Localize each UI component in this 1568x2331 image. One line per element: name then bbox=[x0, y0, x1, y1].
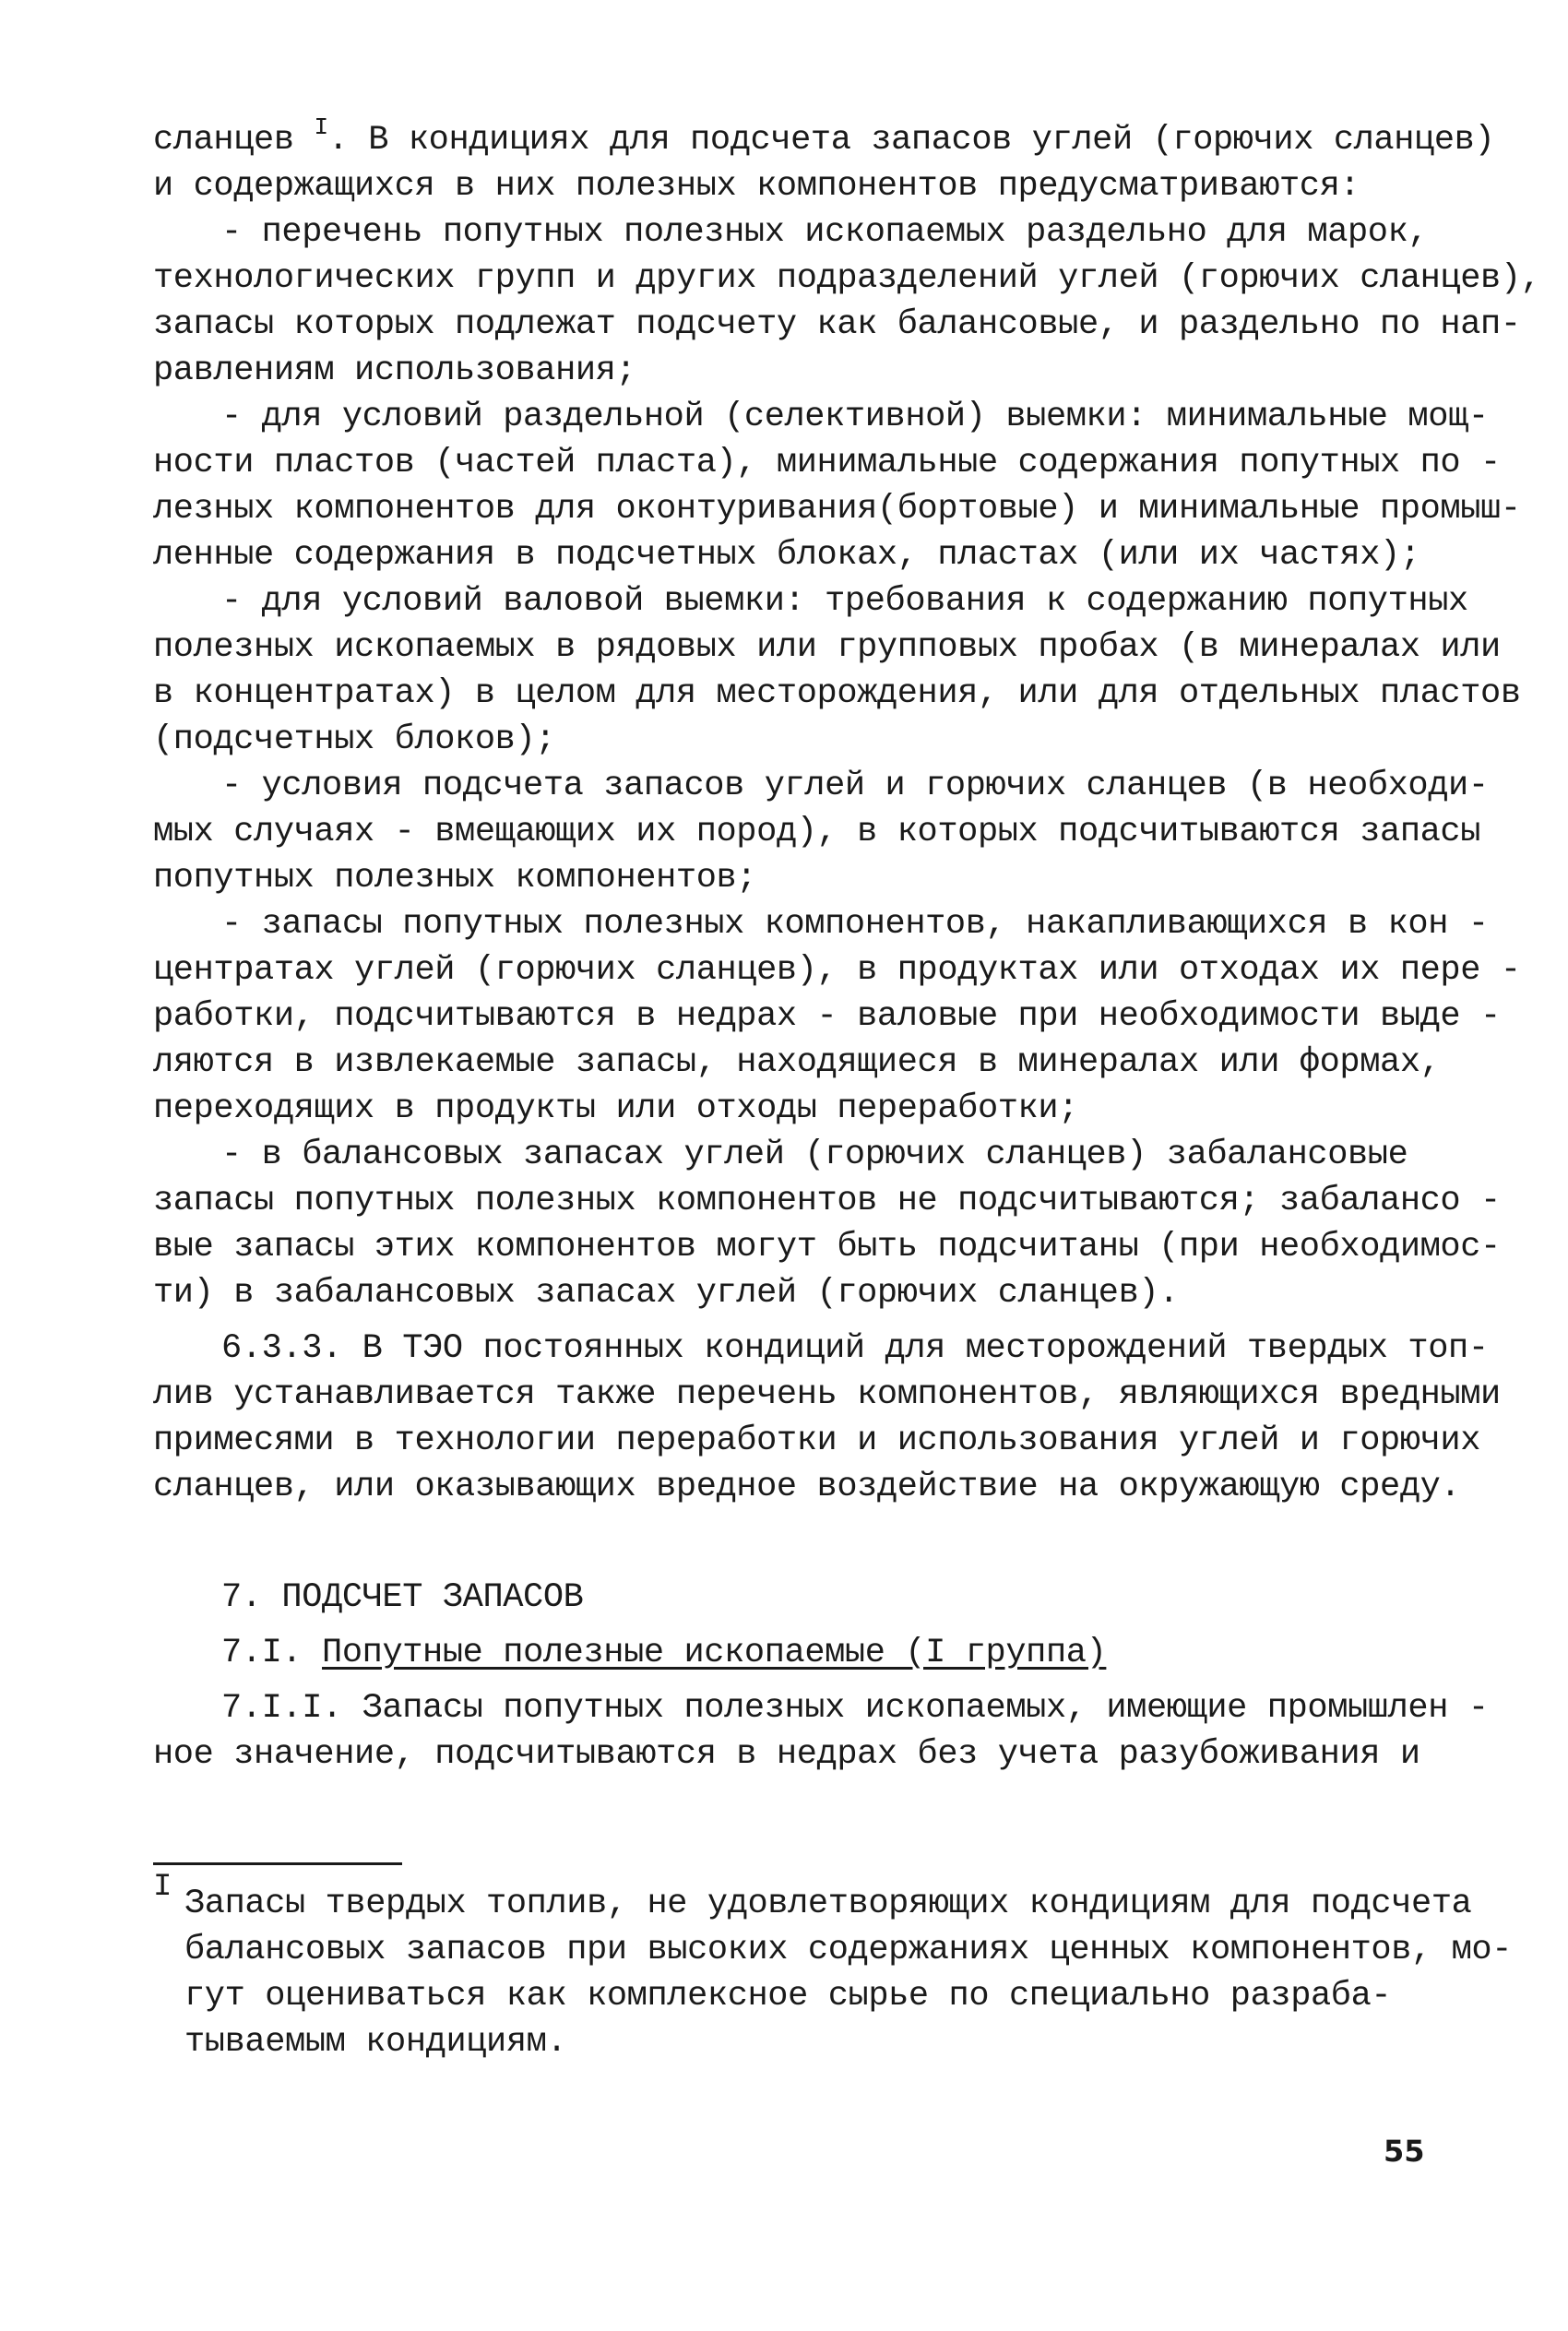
body-line: запасы попутных полезных компонентов не подсчитываются; забалансо - bbox=[153, 1182, 1501, 1220]
body-line: ляются в извлекаемые запасы, находящиеся в минералах или формах, bbox=[153, 1043, 1441, 1082]
body-line: 7.I.I. Запасы попутных полезных ископаемых, имеющие промышлен - bbox=[221, 1689, 1489, 1728]
body-line: - запасы попутных полезных компонентов, накапливающихся в кон - bbox=[221, 905, 1489, 944]
page-number: 55 bbox=[1384, 2134, 1425, 2169]
body-line: - перечень попутных полезных ископаемых раздельно для марок, bbox=[221, 213, 1429, 252]
body-line: запасы которых подлежат подсчету как балансовые, и раздельно по нап- bbox=[153, 305, 1521, 344]
body-line: и содержащихся в них полезных компонентов предусматриваются: bbox=[153, 167, 1360, 206]
section-heading: 7. ПОДСЧЕТ ЗАПАСОВ bbox=[221, 1578, 584, 1617]
footnote-line: гут оцениваться как комплексное сырье по специально разраба- bbox=[184, 1977, 1392, 2016]
body-line: 6.3.3. В ТЭО постоянных кондиций для месторождений твердых топ- bbox=[221, 1329, 1489, 1368]
body-line: - для условий раздельной (селективной) выемки: минимальные мощ- bbox=[221, 398, 1489, 436]
body-line: (подсчетных блоков); bbox=[153, 720, 556, 759]
text-segment: . В кондициях для подсчета запасов углей (горючих сланцев) bbox=[327, 121, 1495, 160]
body-line: вые запасы этих компонентов могут быть подсчитаны (при необходимос- bbox=[153, 1228, 1501, 1267]
body-line bbox=[153, 113, 1495, 164]
footnote-line: балансовых запасов при высоких содержаниях ценных компонентов, мо- bbox=[184, 1931, 1513, 1969]
body-line: лив устанавливается также перечень компонентов, являющихся вредными bbox=[153, 1375, 1501, 1414]
subsection-number: 7.I. bbox=[221, 1634, 323, 1672]
body-line: равлениям использования; bbox=[153, 351, 636, 390]
body-line: полезных ископаемых в рядовых или групповых пробах (в минералах или bbox=[153, 628, 1501, 667]
subsection-title: Попутные полезные ископаемые (I группа) bbox=[322, 1634, 1107, 1672]
body-line: ности пластов (частей пласта), минимальные содержания попутных по - bbox=[153, 444, 1501, 482]
body-line: - для условий валовой выемки: требования к содержанию попутных bbox=[221, 582, 1468, 621]
body-line: сланцев, или оказывающих вредное воздействие на окружающую среду. bbox=[153, 1468, 1461, 1506]
footnote-line: тываемым кондициям. bbox=[184, 2023, 567, 2062]
footnote-line: Запасы твердых топлив, не удовлетворяющих кондициям для подсчета bbox=[184, 1885, 1472, 1923]
body-line: - условия подсчета запасов углей и горючих сланцев (в необходи- bbox=[221, 767, 1489, 805]
footnote-reference: I bbox=[314, 113, 328, 141]
body-line: переходящих в продукты или отходы переработки; bbox=[153, 1089, 1078, 1128]
text-segment: сланцев bbox=[153, 121, 315, 160]
body-line: ленные содержания в подсчетных блоках, пластах (или их частях); bbox=[153, 536, 1420, 575]
body-line: центратах углей (горючих сланцев), в продуктах или отходах их пере - bbox=[153, 951, 1521, 990]
footnote-mark: I bbox=[153, 1870, 172, 1905]
subsection-heading bbox=[221, 1631, 1106, 1675]
body-line: работки, подсчитываются в недрах - валовые при необходимости выде - bbox=[153, 997, 1501, 1036]
body-line: попутных полезных компонентов; bbox=[153, 859, 757, 898]
body-line: лезных компонентов для оконтуривания(бортовые) и минимальные промыш- bbox=[153, 490, 1521, 529]
body-line: ти) в забалансовых запасах углей (горючих сланцев). bbox=[153, 1274, 1179, 1313]
body-line: технологических групп и других подразделений углей (горючих сланцев), bbox=[153, 259, 1541, 298]
body-line: примесями в технологии переработки и использования углей и горючих bbox=[153, 1421, 1481, 1460]
body-line: мых случаях - вмещающих их пород), в которых подсчитываются запасы bbox=[153, 813, 1481, 851]
footnote-separator bbox=[153, 1862, 402, 1865]
body-line: в концентратах) в целом для месторождения, или для отдельных пластов bbox=[153, 674, 1521, 713]
body-line: - в балансовых запасах углей (горючих сланцев) забалансовые bbox=[221, 1136, 1408, 1174]
body-line: ное значение, подсчитываются в недрах без учета разубоживания и bbox=[153, 1735, 1420, 1774]
